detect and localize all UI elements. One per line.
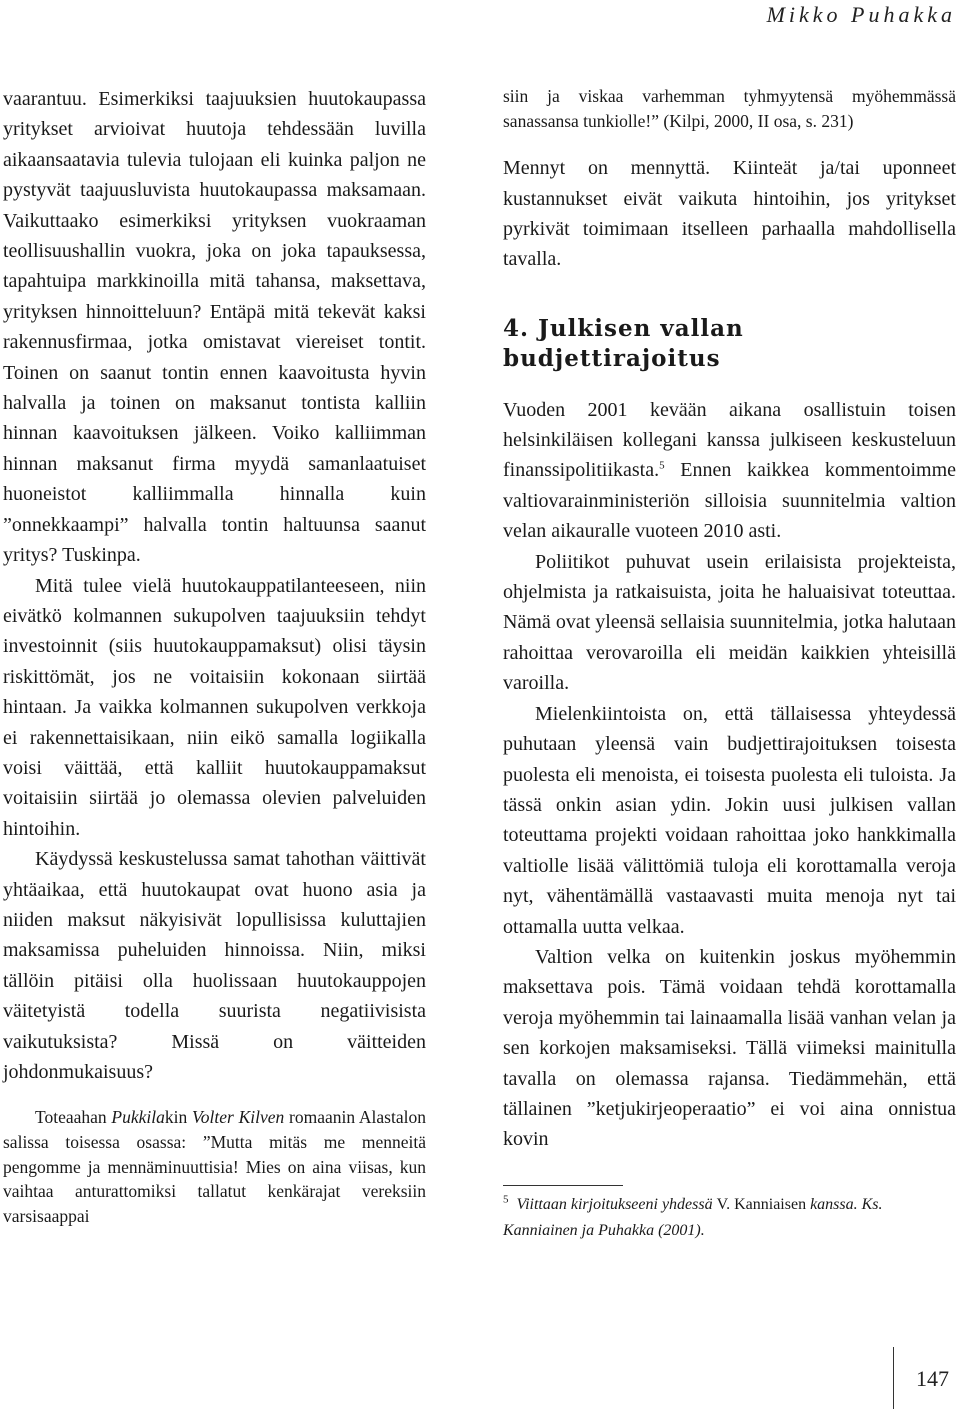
paragraph: Poliitikot puhuvat usein erilaisista projekteista, ohjelmista ja ratkaisuista, joita he haluaisivat toteuttaa. Nämä ovat yleensä sellaisia suunnitelmia, jotka halutaan rahoittaa verovaroilla eli meidän kaikkien yhteisillä varoilla. [503, 550, 956, 695]
left-column [3, 84, 426, 1228]
paragraph-text: Vuoden 2001 kevään aikana osallistuin toisen helsinkiläisen kollegani kanssa julkiseen keskusteluun finanssipolitiikasta. [503, 398, 956, 482]
right-column [503, 84, 956, 1244]
footnote [503, 1192, 956, 1244]
footnote-text: Viittaan kirjoitukseeni yhdessä [516, 1195, 717, 1213]
paragraph: Mitä tulee vielä huutokauppatilanteeseen, niin eivätkö kolmannen sukupolven taajuuksiin tehdyt investoinnit (siis huutokauppamaksut) olisi täysin riskittömät, jos ne voitaisiin kokonaan siirtää hintaan. Ja vaikka kolmannen sukupolven verkkoja ei rakennettaisikaan, niin eikö samalla logiikalla voisi väittää, että kalliit huutokauppamaksut voitaisiin siirtää jo olemassa olevien palveluiden hintoihin. [3, 574, 426, 840]
footnote-divider [503, 1185, 623, 1186]
paragraph [503, 395, 956, 547]
paragraph: vaarantuu. Esimerkiksi taajuuksien huutokaupassa yritykset arvioivat huutoja tehdessään luvilla aikaansaatavia tulevia tulojaan eli kuinka paljon ne pystyvät taajuusluvista huutokaupassa maksamaan. Vaikuttaako esimerkiksi yrityksen vuokraaman teollisuushallin vuokra, joka on joka tapauksessa, tapahtuipa markkinoilla mitä tahansa, maksettava, yrityksen hinnoitteluun? Entäpä mitä tekevät kaksi rakennusfirmaa, jotka omistavat viereiset tontit. Toinen on saanut tontin ennen kaavoitusta hyvin halvalla ja toinen on maksanut tontista kalliin hinnan kaavoituksen jälkeen. Voiko kalliimman hinnan maksanut firma myydä samanlaatuiset huoneistot kalliimmalla hinnalla kuin ”onnekkaampi” halvalla tontin haltuunsa saanut yritys? Tuskinpa. [3, 88, 426, 567]
paragraph-text: Ennen kaikkea kommentoimme valtiovarainministeriön silloisia suunnitelmia valtion velan aikauralle vuoteen 2010 asti. [503, 459, 956, 543]
footnote-number: 5 [503, 1193, 509, 1206]
paragraph: Mennyt on mennyttä. Kiinteät ja/tai uponneet kustannukset eivät vaikuta hintoihin, jos yritykset pyrkivät toimimaan itselleen parhaalla mahdollisella tavalla. [503, 157, 956, 271]
section-heading: 4. Julkisen vallan budjettirajoitus [503, 314, 744, 373]
paragraph: Käydyssä keskustelussa samat tahothan väittivät yhtäaikaa, että huutokaupat ovat huono asia ja niiden maksut näkyisivät lopullisissa kuluttajien maksamissa puheluiden hinnoissa. Niin, miksi tällöin pitäisi olla huolissaan huutokauppojen väitetyistä todella suurista negatiivisista vaikutuksista? Missä on väitteiden johdonmukaisuus? [3, 848, 426, 1083]
footnote-reference: 5 [659, 459, 665, 472]
running-header-author: Mikko Puhakka [766, 2, 956, 27]
quote-name-italic: Pukkila [111, 1107, 165, 1128]
quote-text: kin [164, 1107, 193, 1128]
footnote-name: V. Kanniaisen [716, 1195, 807, 1213]
footnote-text: kanssa. Ks. Kanniainen ja Puhakka (2001). [503, 1195, 883, 1239]
paragraph: Mielenkiintoista on, että tällaisessa yhteydessä puhutaan yleensä vain budjettirajoituksen toisesta puolesta eli menoista, ei toisesta puolesta eli tuloista. Ja tässä onkin asian ydin. Jokin uusi julkisen vallan toteuttama projekti voidaan rahoittaa joko hankkimalla valtiolle lisää välittömiä tuloja eli korottamalla veroja nyt, vähentämällä vastaavasti muita menoja nyt tai ottamalla uutta velkaa. [503, 702, 956, 938]
block-quote [3, 1105, 426, 1228]
quote-name-italic: Volter Kilven [192, 1107, 285, 1128]
quote-text: Toteaahan [35, 1107, 112, 1128]
block-quote-continuation: siin ja viskaa varhemman tyhmyytensä myöhemmässä sanassansa tunkiolle!” (Kilpi, 2000, II osa, s. 231) [503, 86, 956, 131]
page-number-divider [893, 1347, 894, 1409]
quote-text: romaanin Alastalon salissa toisessa osassa: ”Mutta mitäs me menneitä pengomme ja mennäminuuttisia! Mies on aina viisas, kun vaihtaa anturattomiksi tallatut kenkärajat vereksiin varsisaappai [3, 1107, 426, 1226]
paragraph: Valtion velka on kuitenkin joskus myöhemmin maksettava pois. Tämä voidaan tehdä korottamalla veroja myöhemmin tai lainaamalla lisää vanhan velan ja sen korkojen maksamiseksi. Tällä viimeksi mainitulla tavalla on olemassa rajansa. Tiedämmehän, että tällainen ”ketjukirjeoperaatio” ei voi aina onnistua kovin [503, 945, 956, 1151]
page-number: 147 [916, 1366, 949, 1391]
